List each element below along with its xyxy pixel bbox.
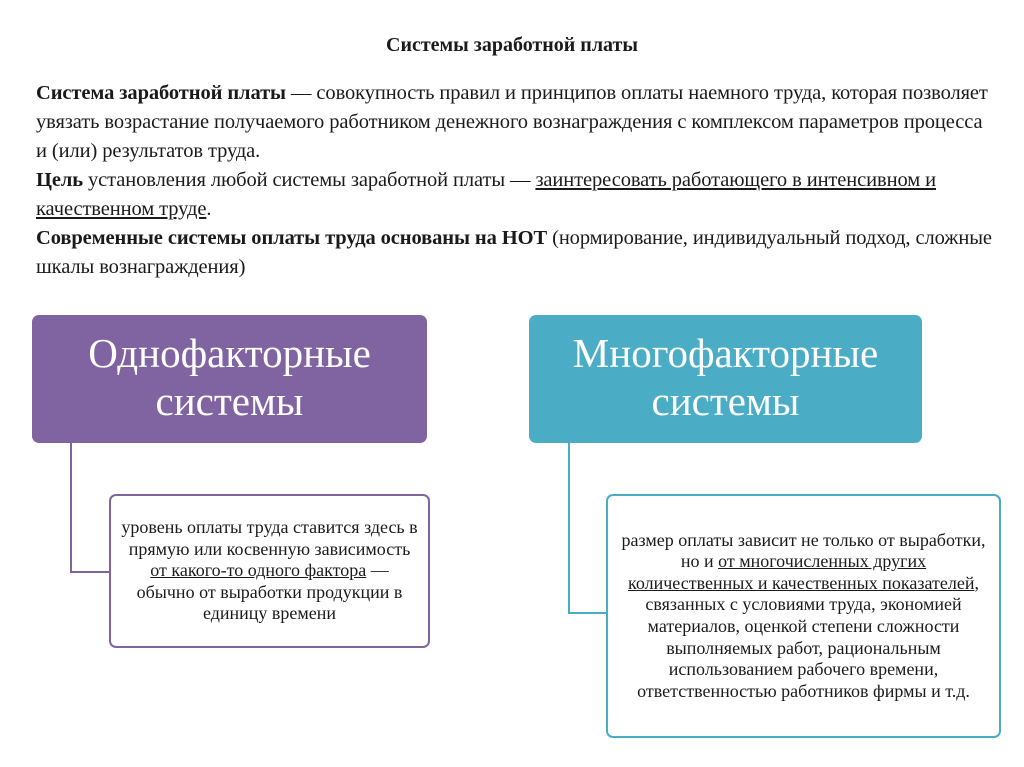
goal-text: установления любой системы заработной платы —: [83, 169, 536, 191]
multi-factor-description-text: [620, 530, 987, 703]
slide-title: Системы заработной платы: [386, 34, 638, 56]
single-factor-description-text: [121, 517, 418, 625]
definition-text: — совокупность правил и принципов оплаты наемного труда, которая позволяет увязать возрастание получаемого работником денежного вознаграждения с комплексом параметров процесса и (или) результатов труда.: [36, 82, 988, 162]
modern-text: (нормирование, индивидуальный подход, сложные шкалы вознаграждения): [36, 227, 992, 278]
intro-text: [36, 79, 996, 282]
single-factor-desc-part2: — обычно от выработки продукции в единицу времени: [136, 560, 403, 624]
single-factor-heading: Однофакторные системы: [88, 330, 371, 424]
definition-paragraph: [36, 79, 996, 166]
modern-bold: Современные системы оплаты труда основаны на НОТ: [36, 227, 548, 249]
right-connector-vertical: [568, 443, 570, 614]
left-connector-horizontal: [70, 571, 110, 573]
single-factor-heading-box: [32, 315, 427, 443]
multi-factor-heading-box: [529, 315, 922, 443]
goal-underlined: заинтересовать работающего в интенсивном и качественном труде: [36, 169, 937, 220]
multi-factor-description: [606, 494, 1001, 738]
left-connector-vertical: [70, 443, 72, 573]
single-factor-description: [109, 494, 430, 648]
modern-paragraph: [36, 224, 996, 282]
single-factor-desc-underlined: от какого-то одного фактора: [150, 560, 367, 581]
multi-factor-desc-underlined: от многочисленных других количественных и качественных показателей: [628, 551, 975, 593]
goal-paragraph: [36, 166, 996, 224]
multi-factor-desc-part1: размер оплаты зависит не только от выработки, но и: [621, 529, 986, 572]
right-connector-horizontal: [568, 612, 608, 614]
single-factor-desc-part1: уровень оплаты труда ставится здесь в прямую или косвенную зависимость: [121, 517, 418, 559]
definition-term: Система заработной платы: [36, 82, 286, 104]
multi-factor-heading: Многофакторные системы: [572, 330, 879, 424]
multi-factor-desc-part2: , связанных с условиями труда, экономией материалов, оценкой степени сложности выполняемых работ, рациональным использованием рабочего времени, ответственностью работников фирмы и т.д.: [637, 572, 979, 701]
goal-end: .: [206, 198, 212, 220]
goal-term: Цель: [36, 169, 83, 191]
